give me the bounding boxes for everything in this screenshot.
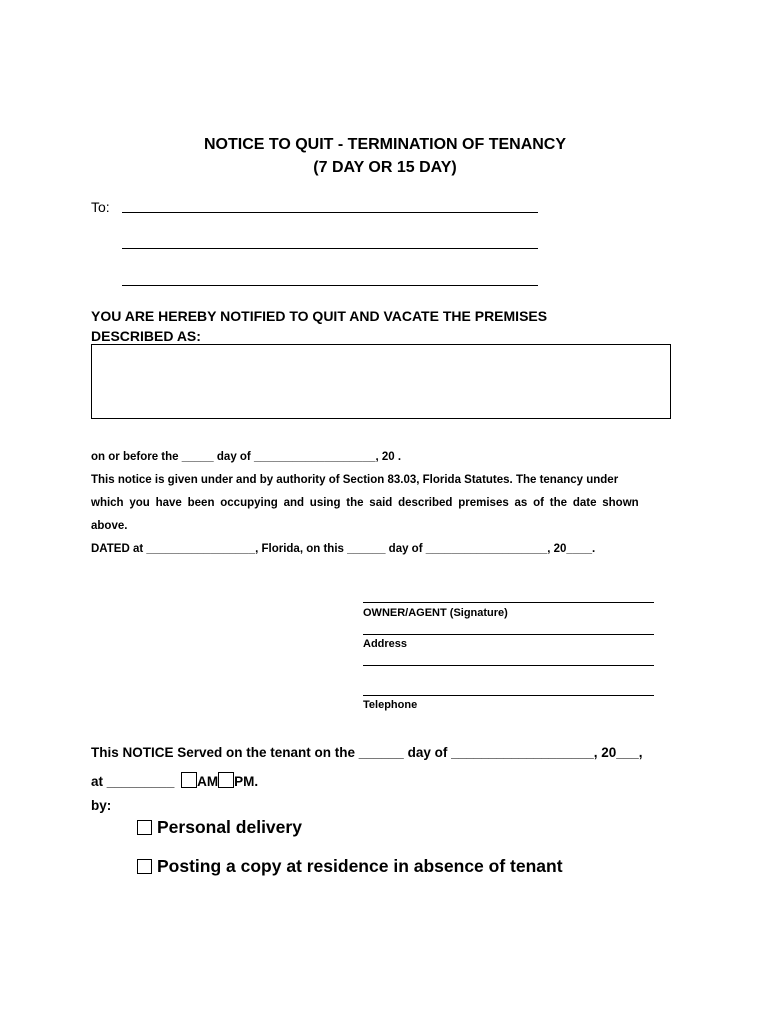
to-label: To:	[91, 199, 110, 215]
form-title: NOTICE TO QUIT - TERMINATION OF TENANCY	[203, 136, 567, 153]
authority-line-3: above.	[91, 520, 128, 532]
telephone-line[interactable]	[363, 695, 654, 696]
address-label: Address	[363, 638, 408, 650]
posting-copy-label: Posting a copy at residence in absence of tenant	[157, 856, 563, 876]
recipient-line-1[interactable]	[122, 212, 538, 213]
form-subtitle: (7 DAY OR 15 DAY)	[313, 159, 457, 176]
authority-line-1: This notice is given under and by authority of Section 83.03, Florida Statutes. The tenancy under	[91, 474, 619, 486]
by-label: by:	[91, 798, 112, 813]
pm-label: PM.	[234, 774, 259, 789]
owner-agent-label: OWNER/AGENT (Signature)	[363, 607, 508, 619]
address-line-1[interactable]	[363, 634, 654, 635]
am-label: AM	[197, 774, 219, 789]
dated-line: DATED at _________________, Florida, on this ______ day of ___________________, 20____.	[91, 543, 596, 555]
personal-delivery-checkbox[interactable]	[137, 820, 152, 835]
telephone-label: Telephone	[363, 699, 418, 711]
address-line-2[interactable]	[363, 665, 654, 666]
recipient-line-2[interactable]	[122, 248, 538, 249]
notice-heading-line2: DESCRIBED AS:	[91, 328, 201, 344]
personal-delivery-label: Personal delivery	[157, 817, 302, 837]
premises-description-box[interactable]	[91, 344, 671, 419]
am-checkbox[interactable]	[181, 772, 197, 788]
posting-copy-option[interactable]	[137, 856, 563, 877]
on-or-before-line: on or before the _____ day of ___________________, 20 .	[91, 451, 402, 463]
personal-delivery-option[interactable]	[137, 817, 302, 838]
posting-copy-checkbox[interactable]	[137, 859, 152, 874]
served-time-row	[91, 772, 258, 789]
signature-line[interactable]	[363, 602, 654, 603]
pm-checkbox[interactable]	[218, 772, 234, 788]
authority-line-2: which you have been occupying and using the said described premises as of the date shown	[91, 497, 639, 509]
recipient-line-3[interactable]	[122, 285, 538, 286]
at-time-label: at _________	[91, 774, 175, 789]
notice-heading-line1: YOU ARE HEREBY NOTIFIED TO QUIT AND VACATE THE PREMISES	[91, 308, 548, 324]
served-line: This NOTICE Served on the tenant on the ______ day of ___________________, 20___,	[91, 745, 643, 760]
